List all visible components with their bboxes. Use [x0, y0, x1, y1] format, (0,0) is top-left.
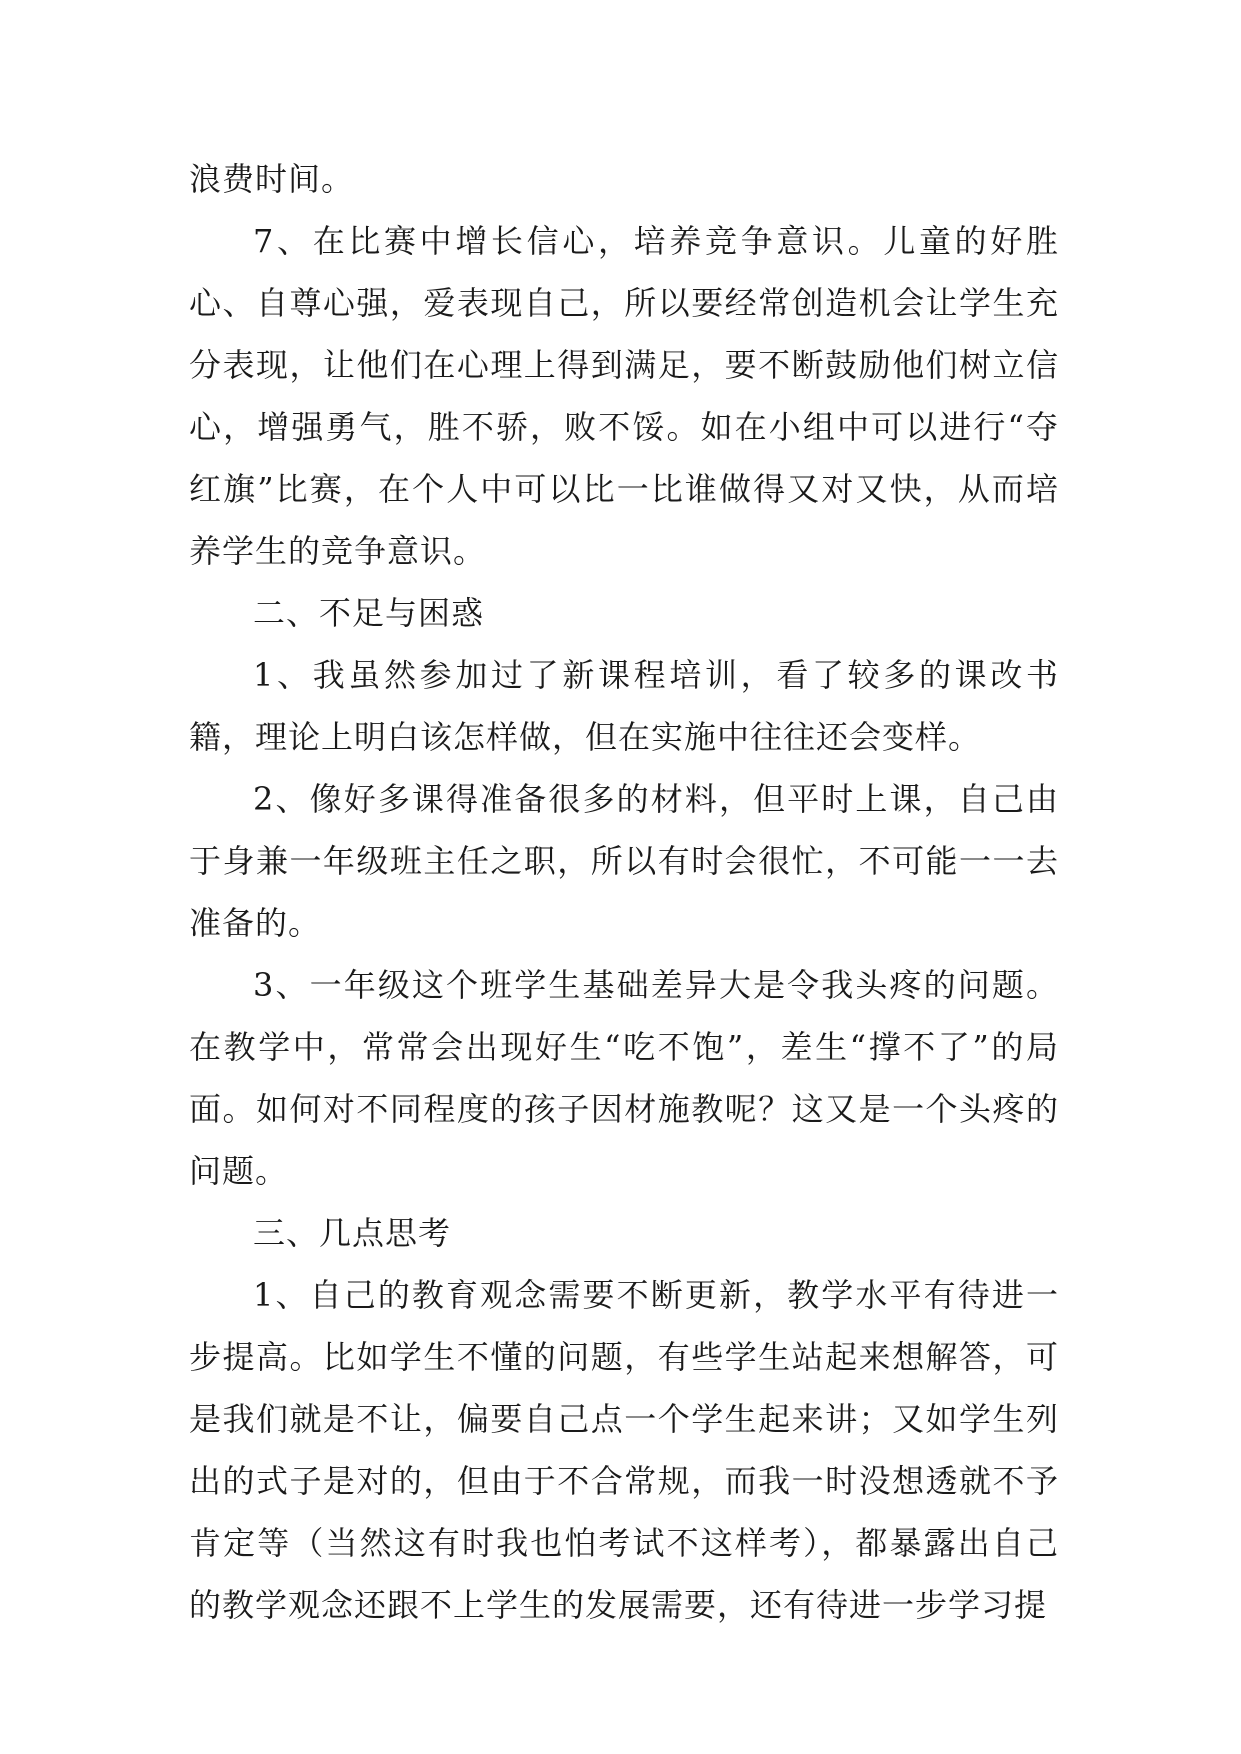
paragraph-shortcoming-3: 3、一年级这个班学生基础差异大是令我头疼的问题。在教学中，常常会出现好生“吃不饱”，差生“撑不了”的局面。如何对不同程度的孩子因材施教呢？这又是一个头疼的问题。: [189, 966, 1059, 1190]
section-heading-reflections: 三、几点思考: [253, 1214, 452, 1252]
document-body: [189, 148, 1059, 1636]
paragraph-shortcoming-2: 2、像好多课得准备很多的材料，但平时上课，自己由于身兼一年级班主任之职，所以有时会很忙，不可能一一去准备的。: [189, 780, 1059, 942]
section-heading-shortcomings: 二、不足与困惑: [253, 594, 485, 632]
paragraph-reflection-1: 1、自己的教育观念需要不断更新，教学水平有待进一步提高。比如学生不懂的问题，有些学生站起来想解答，可是我们就是不让，偏要自己点一个学生起来讲；又如学生列出的式子是对的，但由于不合常规，而我一时没想透就不予肯定等（当然这有时我也怕考试不这样考），都暴露出自己的教学观念还跟不上学生的发展需要，还有待进一步学习提: [189, 1276, 1059, 1624]
paragraph-shortcoming-1: 1、我虽然参加过了新课程培训，看了较多的课改书籍，理论上明白该怎样做，但在实施中往往还会变样。: [189, 656, 1059, 756]
paragraph-item-7: 7、在比赛中增长信心，培养竞争意识。儿童的好胜心、自尊心强，爱表现自己，所以要经常创造机会让学生充分表现，让他们在心理上得到满足，要不断鼓励他们树立信心，增强勇气，胜不骄，败不馁。如在小组中可以进行“夺红旗”比赛，在个人中可以比一比谁做得又对又快，从而培养学生的竞争意识。: [189, 222, 1059, 570]
paragraph-continuation: 浪费时间。: [189, 160, 355, 198]
